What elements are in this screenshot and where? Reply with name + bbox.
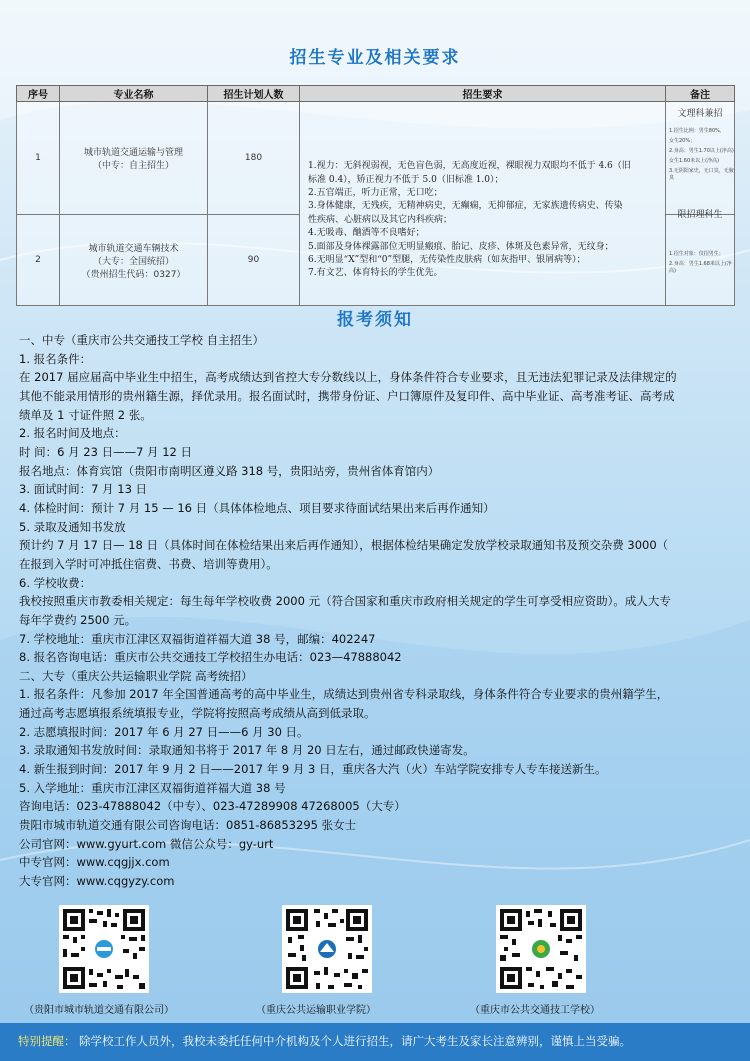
- qr-caption-cqgjjx: （重庆市公共交通技工学校）: [470, 1005, 600, 1016]
- notice-line: 3. 录取通知书发放时间：录取通知书将于 2017 年 8 月 20 日左右，通过邮政快递寄发。: [19, 743, 475, 758]
- table-row: [17, 102, 735, 215]
- majors-table: [16, 85, 735, 306]
- notice-line: 8. 报名咨询电话：重庆市公共交通技工学校招生办电话：023—47888042: [19, 650, 402, 665]
- footer-text: 除学校工作人员外，我校未委托任何中介机构及个人进行招生，请广大考生及家长注意辨别，谨慎上当受骗。: [79, 1034, 631, 1048]
- major-code: （贵州招生代码：0327）: [81, 269, 186, 280]
- qr-caption-gyurt: （贵阳市城市轨道交通有限公司）: [24, 1005, 174, 1016]
- major-type: （中专：自主招生）: [92, 161, 174, 171]
- requirement-line: 6.无明显“X”型和“0”型腿，无传染性皮肤病（如灰指甲、银屑病等）；: [308, 255, 586, 266]
- notice-line: 咨询电话：023-47888042（中专）、023-47289908 47268005（大专）: [19, 799, 406, 814]
- header-notes: 备注: [666, 86, 735, 102]
- header-plan: 招生计划人数: [208, 86, 300, 102]
- qr-code-cqgyzy: [282, 905, 372, 993]
- requirement-line: 7.有文艺、体育特长的学生优先。: [308, 268, 443, 279]
- notice-line: 公司官网：www.gyurt.com 微信公众号：gy-urt: [19, 836, 274, 851]
- notes-cell-1: [666, 102, 735, 215]
- qr-caption-cqgyzy: （重庆公共运输职业学院）: [256, 1005, 376, 1016]
- qr-code-icon: [282, 905, 372, 993]
- notice-line: 5. 录取及通知书发放: [19, 519, 126, 534]
- notice-line: 在 2017 届应届高中毕业生中招生，高考成绩达到省控大专分数线以上，身体条件符合专业要求，且无违法犯罪记录及法律规定的: [19, 370, 677, 385]
- requirement-line: 2.五官端正，听力正常，无口吃；: [308, 187, 443, 198]
- notice-line: 一、中专（重庆市公共交通技工学校 自主招生）: [19, 333, 265, 347]
- qr-code-gyurt: [59, 905, 149, 993]
- requirement-line: 标准 0.4），矫正视力不低于 5.0（旧标准 1.0）；: [308, 174, 504, 185]
- note-line: 3.无阴阳家史，无口臭，无腋臭: [669, 168, 734, 181]
- note-heading: 文理科兼招: [677, 109, 723, 119]
- notice-line: 2. 志愿填报时间：2017 年 6 月 27 日——6 月 30 日。: [19, 724, 309, 739]
- notice-line: 通过高考志愿填报系统填报专业，学院将按照高考成绩从高到低录取。: [19, 706, 376, 721]
- notice-line: 中专官网：www.cqgjjx.com: [19, 855, 170, 870]
- notice-line: 我校按照重庆市教委相关规定：每生每年学校收费 2000 元（符合国家和重庆市政府相关规定的学生可享受相应资助）。成人大专: [19, 594, 671, 609]
- notice-line: 1. 报名条件：凡参加 2017 年全国普通高考的高中毕业生，成绩达到贵州省专科录取线，身体条件符合专业要求的贵州籍学生，: [19, 687, 669, 702]
- notice-line: 3. 面试时间：7 月 13 日: [19, 482, 148, 497]
- qr-code-icon: [59, 905, 149, 993]
- notice-line: 大专官网：www.cqgyzy.com: [19, 874, 175, 889]
- header-requirements: 招生要求: [300, 86, 666, 102]
- requirements-cell: [300, 102, 666, 306]
- notice-line: 绩单及 1 寸证件照 2 张。: [19, 407, 152, 422]
- notice-line: 7. 学校地址：重庆市江津区双福街道祥福大道 38 号，邮编：402247: [19, 631, 376, 646]
- row-plan: 90: [208, 215, 300, 306]
- row-major-name: [60, 215, 208, 306]
- note-heading: 限招理科生: [677, 210, 723, 220]
- note-line: 2.身高：男生1.68米以上(净高): [669, 261, 732, 274]
- requirement-line: 3.身体健康，无残疾，无精神病史，无癫痫，无抑郁症，无家族遗传病史、传染: [308, 201, 623, 212]
- table-header-row: [17, 86, 735, 102]
- footer-reminder: [0, 1023, 750, 1061]
- notes-cell-2: [666, 210, 735, 306]
- section-title-notice: 报考须知: [337, 310, 413, 330]
- notice-line: 在报到入学时可冲抵住宿费、书费、培训等费用）。: [19, 556, 278, 571]
- row-plan: 180: [208, 102, 300, 215]
- notice-line: 5. 入学地址：重庆市江津区双福街道祥福大道 38 号: [19, 780, 286, 795]
- notice-line: 4. 体检时间：预计 7 月 15 — 16 日（具体体检地点、项目要求待面试结果出来后再作通知）: [19, 500, 495, 515]
- notice-line: 每年学费约 2500 元。: [19, 612, 137, 627]
- qr-code-icon: [496, 905, 586, 993]
- major-type: （大专：全国统招）: [92, 256, 174, 267]
- notice-line: 预计约 7 月 17 日— 18 日（具体时间在体检结果出来后再作通知），根据体检结果确定发放学校录取通知书及预交杂费 3000（: [19, 538, 669, 553]
- requirement-line: 5.面部及身体裸露部位无明显瘢痕、胎记、皮疹、体斑及色素异常，无纹身；: [308, 241, 614, 252]
- note-line: 1.招生对象：仅招男生；: [669, 251, 724, 257]
- header-major: 专业名称: [60, 86, 208, 102]
- notice-body: [19, 331, 737, 891]
- notice-line: 贵阳市城市轨道交通有限公司咨询电话：0851-86853295 张女士: [19, 818, 357, 833]
- requirement-line: 性疾病、心脏病以及其它内科疾病；: [308, 214, 453, 225]
- notice-line: 2. 报名时间及地点：: [19, 426, 126, 441]
- qr-code-cqgjjx: [496, 905, 586, 993]
- notice-line: 二、大专（重庆公共运输职业学院 高考统招）: [19, 668, 253, 683]
- major-name: 城市轨道交通车辆技术: [88, 243, 179, 254]
- requirement-line: 1.视力：无斜视弱视，无色盲色弱，无高度近视，裸眼视力双眼均不低于 4.6（旧: [308, 161, 631, 172]
- requirement-line: 4.无吸毒、酗酒等不良嗜好；: [308, 228, 425, 239]
- row-major-name: [60, 102, 208, 215]
- row-no: 1: [17, 102, 60, 215]
- major-name: 城市轨道交通运输与管理: [83, 148, 183, 158]
- note-line: 1.招生比例：男生80%，: [669, 128, 725, 134]
- notice-line: 其他不能录用情形的贵州籍生源，择优录用。报名面试时，携带身份证、户口簿原件及复印件、高中毕业证、高考准考证、高考成: [19, 388, 675, 403]
- notice-line: 4. 新生报到时间：2017 年 9 月 2 日——2017 年 9 月 3 日，重庆各大汽（火）车站学院安排专人专车接送新生。: [19, 762, 607, 777]
- row-no: 2: [17, 215, 60, 306]
- footer-label: 特别提醒：: [18, 1034, 76, 1048]
- notice-line: 6. 学校收费：: [19, 575, 92, 590]
- notice-line: 时 间：6 月 23 日——7 月 12 日: [19, 444, 192, 459]
- notice-line: 1. 报名条件：: [19, 351, 92, 366]
- note-line: 女生20%；: [669, 138, 696, 144]
- note-line: 女生1.60米以上(净高): [669, 158, 720, 164]
- section-title-majors: 招生专业及相关要求: [289, 48, 461, 68]
- notice-line: 报名地点：体育宾馆（贵阳市南明区遵义路 318 号，贵阳站旁，贵州省体育馆内）: [19, 463, 440, 478]
- note-line: 2.身高：男生1.70以上(净高): [669, 148, 734, 154]
- header-no: 序号: [17, 86, 60, 102]
